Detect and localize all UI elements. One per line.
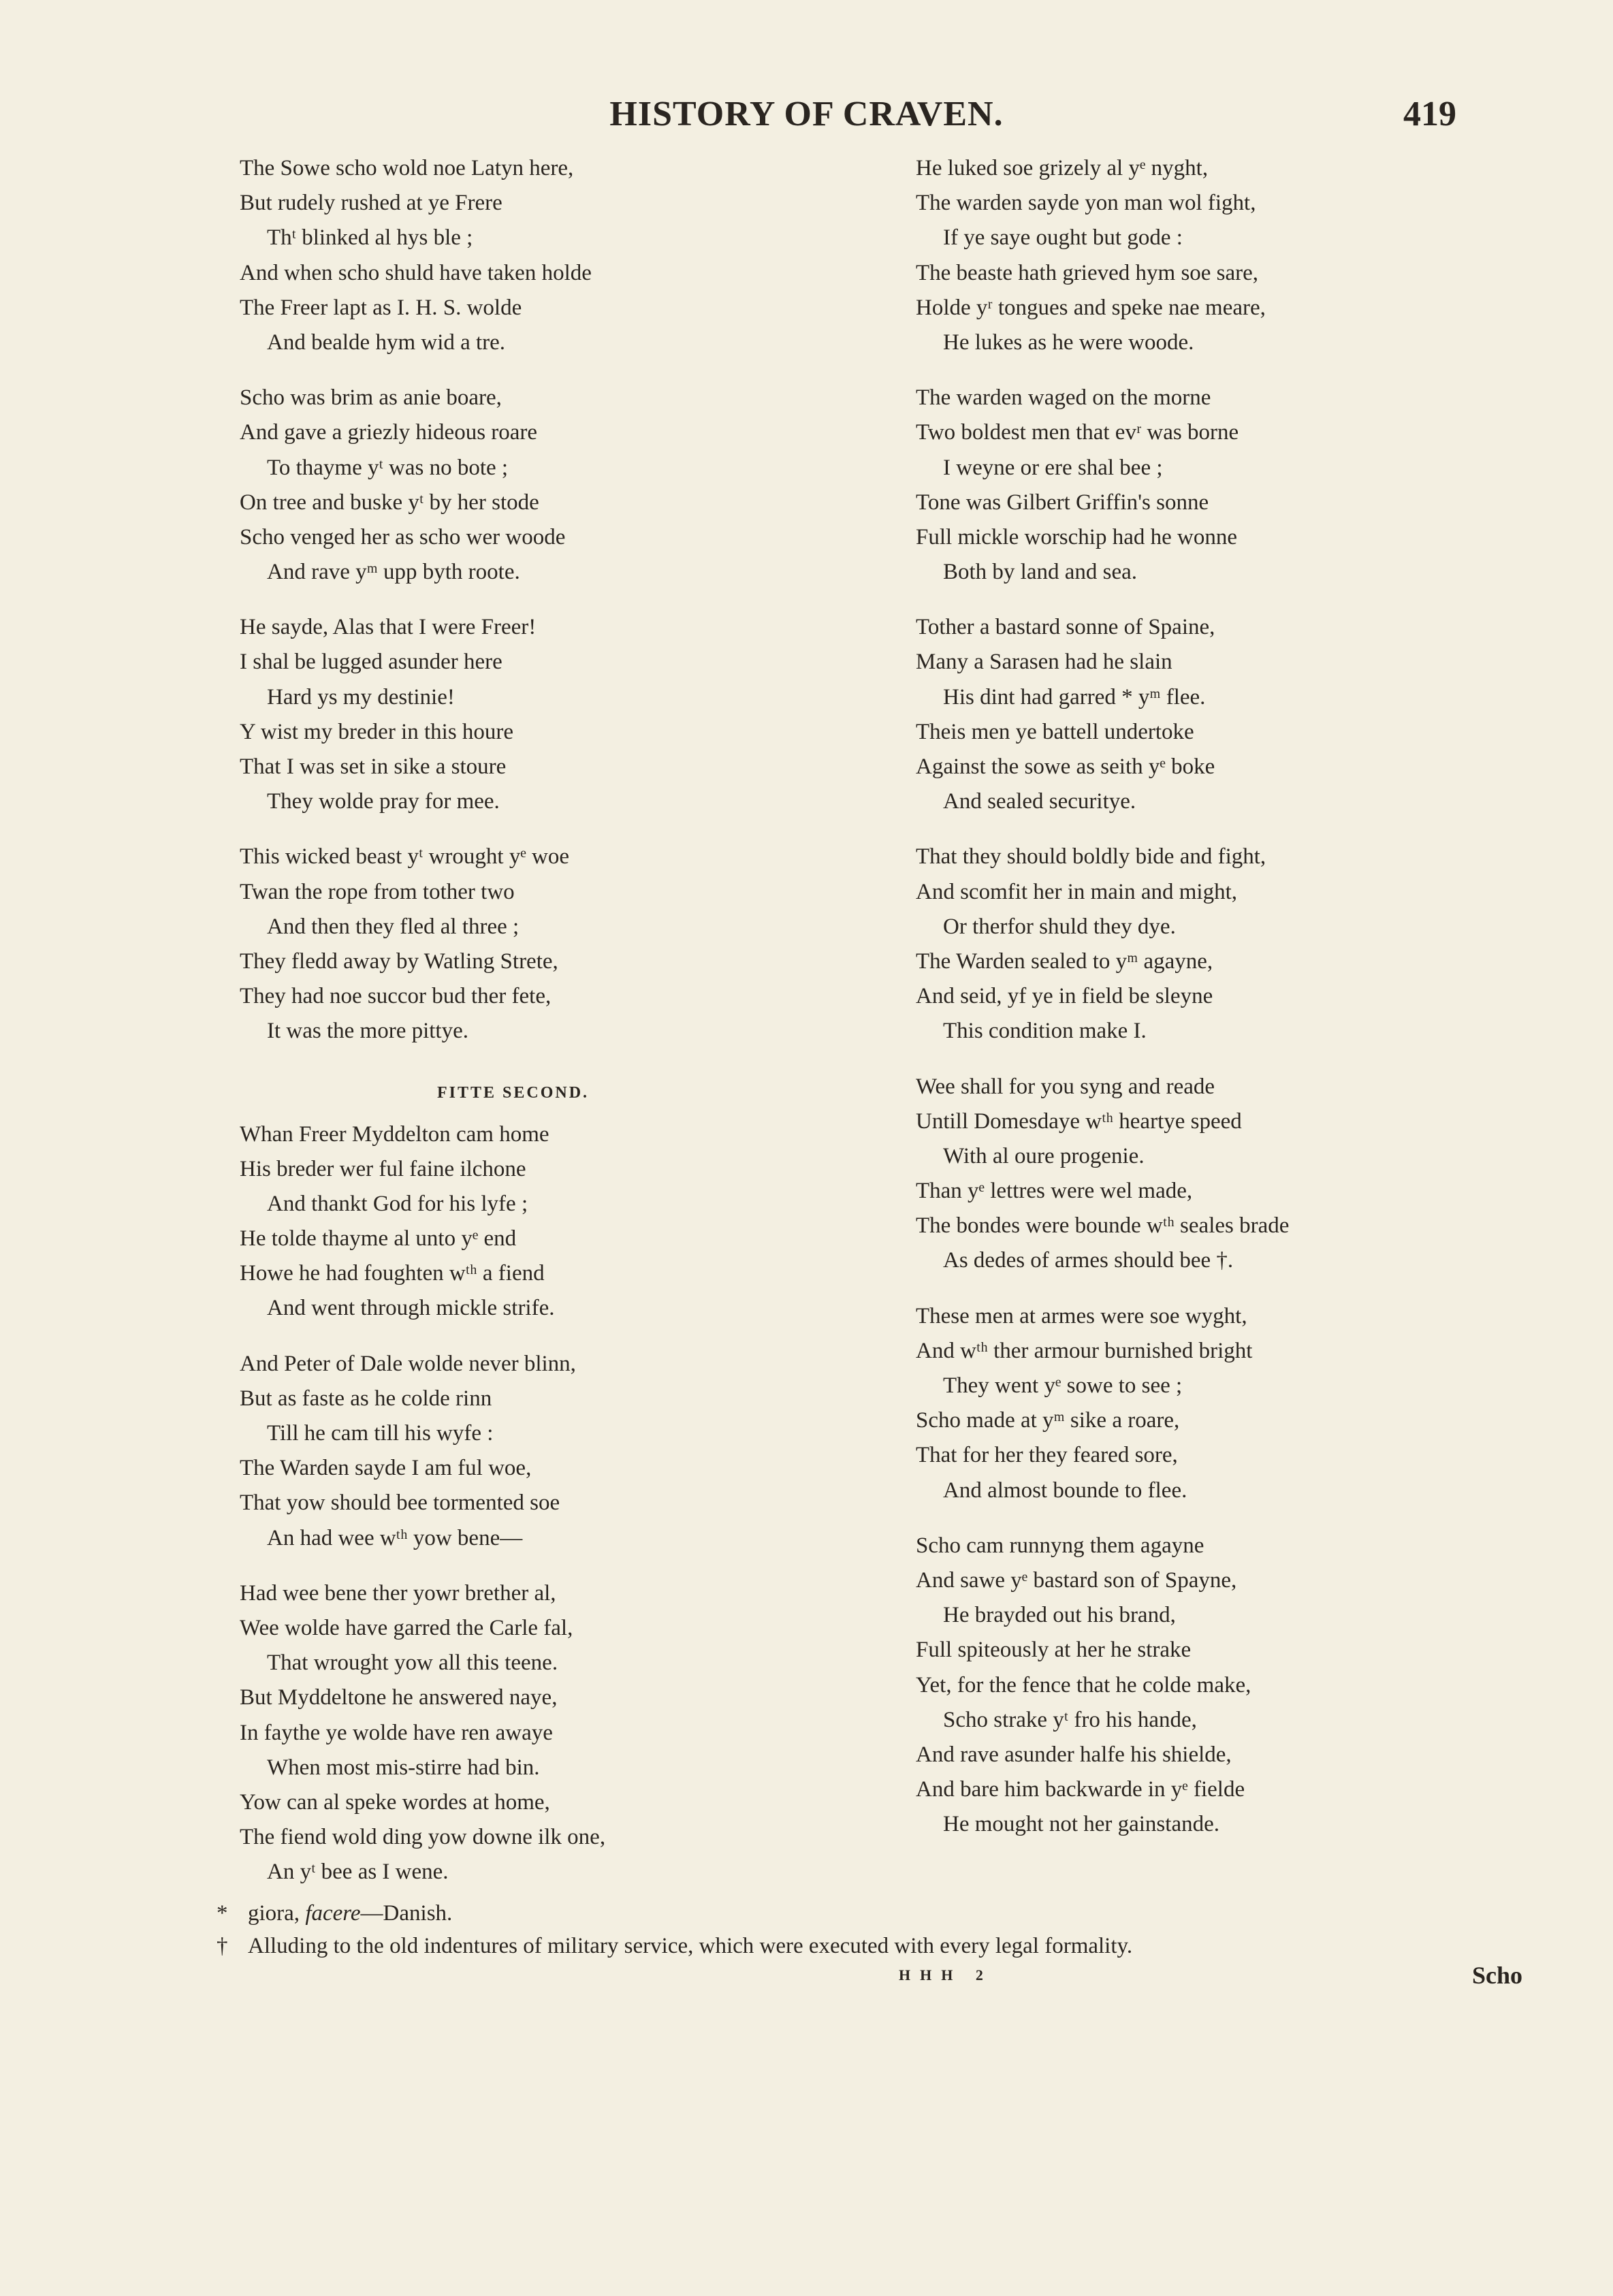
verse-line: Against the sowe as seith yᵉ boke	[916, 754, 1215, 779]
verse-line: Twan the rope from tother two	[240, 879, 515, 904]
footnote-word: giora,	[248, 1901, 300, 1926]
verse-line: They had noe succor bud ther fete,	[240, 984, 552, 1009]
left-stanzas-after	[240, 1117, 798, 1890]
verse-line: Than yᵉ lettres were wel made,	[916, 1179, 1193, 1204]
verse-line: Whan Freer Myddelton cam home	[240, 1121, 549, 1147]
verse-line: The beaste hath grieved hym soe sare,	[916, 260, 1259, 285]
verse-line: Thᵗ blinked al hys ble ;	[267, 225, 473, 251]
verse-line: Full mickle worschip had he wonne	[916, 524, 1237, 549]
right-stanzas	[916, 151, 1488, 1842]
verse-line: And almost bounde to flee.	[943, 1478, 1187, 1503]
right-column	[916, 151, 1488, 1862]
verse-line: That they should boldly bide and fight,	[916, 844, 1266, 870]
verse-line: Untill Domesdaye wᵗʰ heartye speed	[916, 1109, 1242, 1134]
verse-line: The Warden sealed to yᵐ agayne,	[916, 948, 1213, 974]
verse-line: That I was set in sike a stoure	[240, 754, 507, 779]
footnote-mark: *	[217, 1901, 228, 1926]
footnote-text: Alluding to the old indentures of military service, which were executed with every legal formality.	[248, 1934, 1133, 1958]
verse-line: The bondes were bounde wᵗʰ seales brade	[916, 1213, 1290, 1239]
footnote-1	[217, 1897, 1442, 1930]
verse-line: I weyne or ere shal bee ;	[943, 455, 1163, 480]
verse-line: Many a Sarasen had he slain	[916, 650, 1172, 675]
verse-line: And sawe yᵉ bastard son of Spayne,	[916, 1567, 1237, 1593]
verse-line: His dint had garred * yᵐ flee.	[943, 684, 1206, 709]
verse-line: He lukes as he were woode.	[943, 330, 1194, 355]
verse-line: Tone was Gilbert Griffin's sonne	[916, 490, 1209, 515]
verse-line: They fledd away by Watling Strete,	[240, 948, 558, 974]
section-heading: FITTE SECOND.	[437, 1083, 590, 1102]
printer-signature: HHH 2	[899, 1966, 993, 1983]
verse-line: And bare him backwarde in yᵉ fielde	[916, 1777, 1245, 1802]
verse-line: They wolde pray for mee.	[267, 789, 500, 814]
verse-line: The fiend wold ding yow downe ilk one,	[240, 1825, 606, 1850]
verse-line: And then they fled al three ;	[267, 914, 520, 939]
verse-line: And rave asunder halfe his shielde,	[916, 1742, 1232, 1767]
verse-line: The warden waged on the morne	[916, 385, 1211, 411]
verse-line: The warden sayde yon man wol fight,	[916, 191, 1256, 216]
verse-line: He luked soe grizely al yᵉ nyght,	[916, 156, 1209, 180]
stanza	[240, 381, 798, 590]
verse-line: In faythe ye wolde have ren awaye	[240, 1720, 553, 1745]
verse-line: Y wist my breder in this houre	[240, 719, 514, 744]
verse-line: It was the more pittye.	[267, 1019, 469, 1044]
verse-line: Yow can al speke wordes at home,	[240, 1789, 550, 1815]
verse-line: These men at armes were soe wyght,	[916, 1303, 1247, 1328]
verse-line: And went through mickle strife.	[267, 1296, 555, 1321]
verse-line: This condition make I.	[943, 1019, 1147, 1044]
verse-line: Two boldest men that evʳ was borne	[916, 420, 1239, 445]
verse-line: And seid, yf ye in field be sleyne	[916, 984, 1213, 1009]
footnote-gloss: facere	[305, 1901, 361, 1926]
footnote-2	[217, 1930, 1442, 1962]
verse-line: Scho made at yᵐ sike a roare,	[916, 1408, 1180, 1433]
verse-line: With al oure progenie.	[943, 1143, 1145, 1168]
verse-line: Had wee bene ther yowr brether al,	[240, 1580, 556, 1606]
verse-line: And bealde hym wid a tre.	[267, 330, 506, 355]
stanza	[916, 610, 1488, 819]
verse-line: An yᵗ bee as I wene.	[267, 1860, 449, 1885]
left-column	[240, 151, 798, 1910]
stanza	[240, 610, 798, 819]
verse-line: The Freer lapt as I. H. S. wolde	[240, 295, 522, 320]
stanza	[916, 381, 1488, 590]
verse-line: Wee wolde have garred the Carle fal,	[240, 1615, 573, 1640]
verse-line: Theis men ye battell undertoke	[916, 719, 1194, 744]
verse-line: And when scho shuld have taken holde	[240, 260, 592, 285]
verse-line: They went yᵉ sowe to see ;	[943, 1373, 1183, 1398]
verse-line: He brayded out his brand,	[943, 1603, 1176, 1628]
verse-line: Holde yʳ tongues and speke nae meare,	[916, 295, 1266, 320]
verse-line: Both by land and sea.	[943, 560, 1138, 585]
verse-line: As dedes of armes should bee †.	[943, 1248, 1234, 1273]
catchword: Scho	[1472, 1962, 1523, 1989]
left-stanzas-before	[240, 151, 798, 1049]
stanza	[240, 1347, 798, 1556]
page-header	[0, 94, 1613, 142]
footnote-rest: —Danish.	[360, 1901, 453, 1926]
stanza	[916, 840, 1488, 1049]
page-number: 419	[1403, 95, 1456, 133]
verse-line: The Warden sayde I am ful woe,	[240, 1456, 532, 1481]
verse-line: That wrought yow all this teene.	[267, 1651, 558, 1676]
stanza	[916, 1070, 1488, 1279]
stanza	[916, 1529, 1488, 1843]
verse-line: Scho cam runnyng them agayne	[916, 1533, 1204, 1558]
stanza	[240, 151, 798, 360]
stanza	[240, 1576, 798, 1890]
verse-line: This wicked beast yᵗ wrought yᵉ woe	[240, 844, 570, 870]
footnote-mark: †	[217, 1934, 228, 1958]
verse-line: His breder wer ful faine ilchone	[240, 1156, 526, 1181]
verse-line: The Sowe scho wold noe Latyn here,	[240, 156, 574, 180]
verse-line: That for her they feared sore,	[916, 1443, 1178, 1468]
verse-line: Till he cam till his wyfe :	[267, 1421, 494, 1446]
verse-line: But rudely rushed at ye Frere	[240, 191, 502, 216]
verse-line: To thayme yᵗ was no bote ;	[267, 455, 509, 480]
verse-line: He mought not her gainstande.	[943, 1812, 1219, 1837]
verse-line: Wee shall for you syng and reade	[916, 1074, 1215, 1099]
verse-line: And sealed securitye.	[943, 789, 1136, 814]
verse-line: That yow should bee tormented soe	[240, 1490, 560, 1516]
verse-line: I shal be lugged asunder here	[240, 650, 502, 675]
stanza	[916, 151, 1488, 360]
verse-line: He tolde thayme al unto yᵉ end	[240, 1226, 517, 1251]
verse-line: If ye saye ought but gode :	[943, 225, 1183, 251]
verse-line: An had wee wᵗʰ yow bene—	[267, 1525, 523, 1550]
verse-line: And wᵗʰ ther armour burnished bright	[916, 1338, 1253, 1363]
verse-line: Scho was brim as anie boare,	[240, 385, 502, 411]
verse-line: Or therfor shuld they dye.	[943, 914, 1176, 939]
verse-line: Scho venged her as scho wer woode	[240, 524, 566, 549]
verse-line: Scho strake yᵗ fro his hande,	[943, 1707, 1197, 1732]
footnotes	[217, 1897, 1442, 1962]
verse-line: And rave yᵐ upp byth roote.	[267, 560, 520, 585]
verse-line: And thankt God for his lyfe ;	[267, 1191, 528, 1216]
verse-line: He sayde, Alas that I were Freer!	[240, 615, 537, 640]
verse-line: Full spiteously at her he strake	[916, 1638, 1192, 1663]
stanza	[916, 1299, 1488, 1508]
verse-line: And scomfit her in main and might,	[916, 879, 1238, 904]
verse-line: And Peter of Dale wolde never blinn,	[240, 1351, 576, 1376]
verse-line: Hard ys my destinie!	[267, 684, 455, 709]
running-title: HISTORY OF CRAVEN.	[609, 95, 1004, 133]
verse-line: And gave a griezly hideous roare	[240, 420, 538, 445]
verse-line: But Myddeltone he answered naye,	[240, 1685, 558, 1710]
verse-line: On tree and buske yᵗ by her stode	[240, 490, 539, 515]
stanza	[240, 840, 798, 1049]
verse-line: Yet, for the fence that he colde make,	[916, 1672, 1251, 1697]
verse-line: Tother a bastard sonne of Spaine,	[916, 615, 1215, 640]
verse-line: When most mis-stirre had bin.	[267, 1755, 540, 1780]
verse-line: But as faste as he colde rinn	[240, 1386, 492, 1411]
verse-line: Howe he had foughten wᵗʰ a fiend	[240, 1261, 545, 1286]
stanza	[240, 1117, 798, 1326]
